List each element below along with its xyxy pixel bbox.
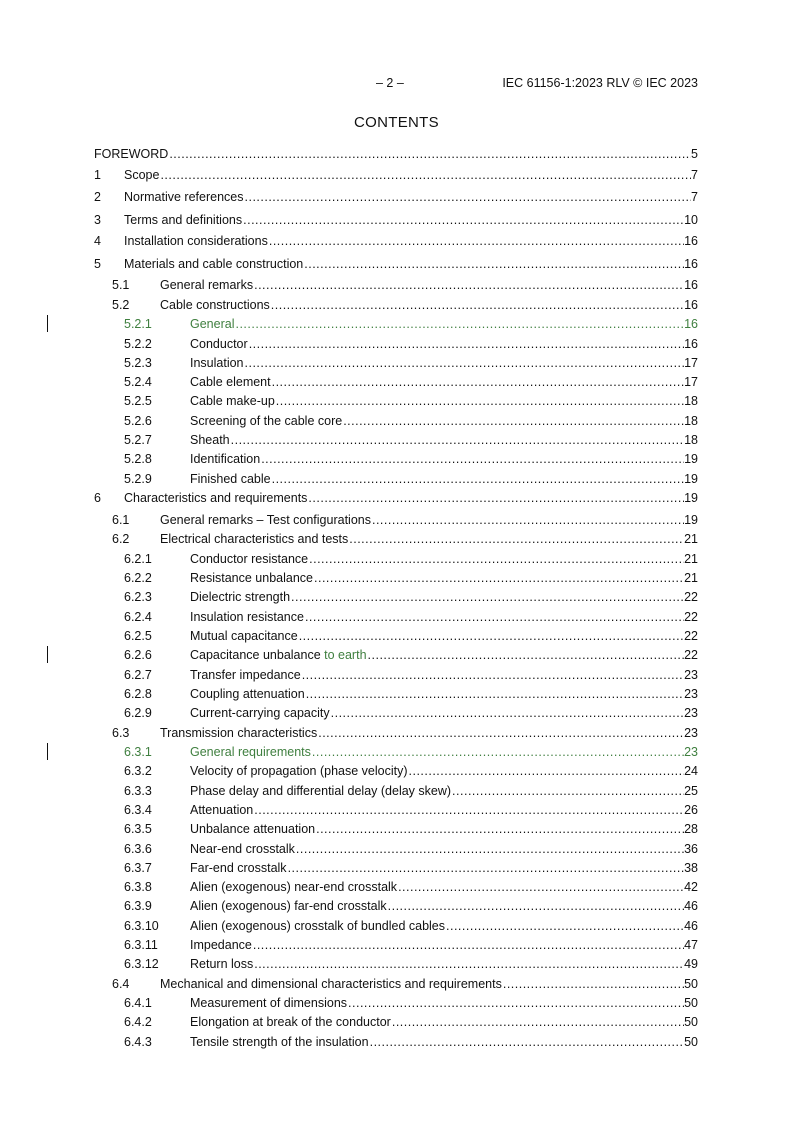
toc-leader-dots (254, 956, 684, 972)
toc-entry-title (190, 821, 316, 837)
toc-entry-inserted-text: to earth (320, 648, 367, 662)
toc-entry-title-text: General (190, 317, 235, 331)
toc-entry[interactable] (94, 212, 698, 228)
toc-entry-title (190, 686, 306, 702)
toc-entry-number: 6.2.2 (124, 571, 152, 585)
toc-leader-dots (370, 1034, 685, 1050)
toc-entry-title-text: Cable make-up (190, 394, 275, 408)
toc-entry[interactable] (94, 393, 698, 409)
toc-entry-title-text: Terms and definitions (124, 213, 243, 227)
toc-entry-number: 6.3.12 (124, 957, 159, 971)
toc-entry[interactable] (94, 647, 698, 663)
toc-entry-page: 21 (684, 552, 698, 566)
toc-entry-title (190, 628, 299, 644)
toc-entry-page: 19 (684, 452, 698, 466)
toc-entry-page: 22 (684, 648, 698, 662)
toc-leader-dots (160, 167, 691, 183)
toc-entry-title-text: Velocity of propagation (phase velocity) (190, 764, 408, 778)
toc-entry-title-text: General remarks (160, 278, 254, 292)
toc-entry-title-text: Characteristics and requirements (124, 491, 308, 505)
toc-entry-title-text: Alien (exogenous) near-end crosstalk (190, 880, 398, 894)
toc-entry[interactable] (94, 589, 698, 605)
toc-entry-title-text: Resistance unbalance (190, 571, 313, 585)
toc-entry-title (160, 531, 349, 547)
toc-leader-dots (269, 233, 684, 249)
toc-entry-page: 16 (684, 234, 698, 248)
toc-entry-number: 6.4.1 (124, 996, 152, 1010)
toc-entry-number: 6.3.8 (124, 880, 152, 894)
toc-entry-title (160, 725, 318, 741)
toc-entry[interactable] (94, 233, 698, 249)
toc-leader-dots (503, 976, 684, 992)
toc-entry[interactable] (94, 531, 698, 547)
toc-entry-title-text: Sheath (190, 433, 230, 447)
toc-entry-title-text: Current-carrying capacity (190, 706, 330, 720)
toc-entry-title-text: Measurement of dimensions (190, 996, 348, 1010)
toc-entry[interactable] (94, 628, 698, 644)
toc-entry-page: 22 (684, 629, 698, 643)
toc-entry-number: 5.2.5 (124, 394, 152, 408)
toc-entry-number: 5.2.9 (124, 472, 152, 486)
toc-entry-title (190, 841, 296, 857)
toc-entry-number: 5.2.8 (124, 452, 152, 466)
toc-entry-title (190, 551, 309, 567)
toc-entry-title-text: Transfer impedance (190, 668, 301, 682)
toc-entry-title-text: Alien (exogenous) far-end crosstalk (190, 899, 387, 913)
toc-entry-title (124, 490, 308, 506)
toc-entry-page: 25 (684, 784, 698, 798)
toc-entry-title (190, 609, 305, 625)
toc-entry-page: 23 (684, 745, 698, 759)
toc-entry-page: 22 (684, 610, 698, 624)
toc-entry-title-text: Attenuation (190, 803, 254, 817)
toc-entry[interactable] (94, 490, 698, 506)
toc-entry-page: 46 (684, 919, 698, 933)
toc-entry-title (124, 233, 269, 249)
toc-entry-title (190, 705, 331, 721)
toc-entry-title (190, 918, 446, 934)
toc-entry-number: 6.2.7 (124, 668, 152, 682)
toc-entry-number: 6.3.2 (124, 764, 152, 778)
toc-entry[interactable] (94, 551, 698, 567)
toc-entry-title (190, 956, 254, 972)
toc-leader-dots (309, 551, 684, 567)
toc-entry[interactable] (94, 336, 698, 352)
toc-entry-page: 16 (684, 337, 698, 351)
toc-entry[interactable] (94, 432, 698, 448)
toc-entry-page: 7 (691, 168, 698, 182)
toc-entry-title (190, 374, 272, 390)
contents-title: CONTENTS (354, 114, 439, 131)
toc-entry-title-text: Screening of the cable core (190, 414, 343, 428)
toc-entry-number: 6.3.3 (124, 784, 152, 798)
toc-entry-number: 5.2.3 (124, 356, 152, 370)
toc-entry-title-text: Conductor (190, 337, 248, 351)
toc-entry-title (190, 647, 368, 663)
toc-entry-title-text: Mutual capacitance (190, 629, 298, 643)
toc-leader-dots (299, 628, 684, 644)
toc-entry-title-text: Phase delay and differential delay (delay skew) (190, 784, 452, 798)
toc-entry-title-text: Mechanical and dimensional characteristics and requirements (160, 977, 502, 991)
toc-entry-title (190, 570, 314, 586)
toc-entry[interactable] (94, 413, 698, 429)
toc-entry-title-text: Alien (exogenous) crosstalk of bundled cables (190, 919, 446, 933)
toc-entry-number: 6.4 (112, 977, 130, 991)
toc-entry-page: 38 (684, 861, 698, 875)
toc-entry-title (160, 297, 271, 313)
toc-entry-number: 5.2 (112, 298, 130, 312)
toc-leader-dots (446, 918, 684, 934)
toc-entry-page: 22 (684, 590, 698, 604)
toc-leader-dots (245, 189, 692, 205)
toc-entry[interactable] (94, 355, 698, 371)
toc-entry-title (190, 879, 398, 895)
toc-entry-title (190, 336, 249, 352)
toc-entry-title (190, 1014, 392, 1030)
revision-change-bar (47, 315, 48, 332)
toc-entry-number: 4 (94, 234, 101, 248)
toc-entry-number: 6.3.10 (124, 919, 159, 933)
toc-entry-number: 6.3 (112, 726, 130, 740)
toc-entry-title (160, 976, 503, 992)
toc-entry-title (190, 432, 231, 448)
toc-entry-number: 6.3.5 (124, 822, 152, 836)
toc-entry-number: 6.2.5 (124, 629, 152, 643)
toc-entry-title (94, 146, 169, 162)
toc-entry-title-text: General remarks – Test configurations (160, 513, 371, 527)
toc-leader-dots (261, 451, 684, 467)
toc-entry-number: 6.3.1 (124, 745, 152, 759)
toc-entry-page: 16 (684, 278, 698, 292)
toc-entry-title-text: Materials and cable construction (124, 257, 304, 271)
toc-entry[interactable] (94, 879, 698, 895)
toc-entry-page: 7 (691, 190, 698, 204)
revision-change-bar (47, 646, 48, 663)
toc-entry[interactable] (94, 316, 698, 332)
toc-entry-page: 16 (684, 298, 698, 312)
toc-entry[interactable] (94, 802, 698, 818)
page-number: – 2 – (376, 76, 404, 90)
toc-entry-number: 1 (94, 168, 101, 182)
toc-entry[interactable] (94, 898, 698, 914)
toc-entry[interactable] (94, 471, 698, 487)
toc-entry-title (190, 898, 388, 914)
toc-entry-page: 50 (684, 1015, 698, 1029)
toc-entry-title-text: Finished cable (190, 472, 271, 486)
toc-entry-number: 5 (94, 257, 101, 271)
toc-entry[interactable] (94, 1014, 698, 1030)
toc-entry-number: 5.2.4 (124, 375, 152, 389)
toc-leader-dots (304, 256, 684, 272)
toc-entry-number: 6.1 (112, 513, 130, 527)
toc-entry-title-text: Elongation at break of the conductor (190, 1015, 391, 1029)
toc-entry-page: 23 (684, 668, 698, 682)
toc-leader-dots (243, 212, 684, 228)
toc-entry[interactable] (94, 918, 698, 934)
toc-entry-title (190, 763, 409, 779)
toc-leader-dots (254, 802, 684, 818)
toc-entry[interactable] (94, 783, 698, 799)
toc-entry-title (190, 1034, 370, 1050)
toc-entry-title (190, 471, 272, 487)
toc-leader-dots (452, 783, 684, 799)
toc-entry[interactable] (94, 860, 698, 876)
toc-entry-number: 6 (94, 491, 101, 505)
toc-entry[interactable] (94, 995, 698, 1011)
toc-entry-title-text: Normative references (124, 190, 244, 204)
toc-leader-dots (306, 686, 684, 702)
toc-entry[interactable] (94, 976, 698, 992)
standard-reference: IEC 61156-1:2023 RLV © IEC 2023 (502, 76, 698, 90)
toc-entry-title (190, 783, 452, 799)
toc-entry[interactable] (94, 705, 698, 721)
toc-entry-page: 10 (684, 213, 698, 227)
toc-entry-number: 6.2.9 (124, 706, 152, 720)
toc-entry-title-text: Conductor resistance (190, 552, 309, 566)
toc-entry-page: 50 (684, 977, 698, 991)
toc-entry[interactable] (94, 570, 698, 586)
toc-entry-title (190, 355, 245, 371)
toc-leader-dots (409, 763, 685, 779)
toc-entry[interactable] (94, 937, 698, 953)
toc-leader-dots (253, 937, 684, 953)
toc-entry-page: 23 (684, 687, 698, 701)
toc-leader-dots (302, 667, 684, 683)
toc-leader-dots (291, 589, 684, 605)
toc-leader-dots (314, 570, 684, 586)
toc-entry[interactable] (94, 277, 698, 293)
toc-entry-number: 6.3.9 (124, 899, 152, 913)
toc-entry[interactable] (94, 609, 698, 625)
toc-entry[interactable] (94, 189, 698, 205)
toc-leader-dots (235, 316, 684, 332)
toc-leader-dots (249, 336, 684, 352)
toc-entry[interactable] (94, 1034, 698, 1050)
toc-entry[interactable] (94, 512, 698, 528)
toc-leader-dots (348, 995, 684, 1011)
toc-entry-page: 17 (684, 356, 698, 370)
toc-entry-number: 5.2.2 (124, 337, 152, 351)
toc-entry-page: 23 (684, 706, 698, 720)
toc-entry-page: 16 (684, 317, 698, 331)
toc-leader-dots (231, 432, 684, 448)
toc-entry-number: 6.2.3 (124, 590, 152, 604)
toc-entry-number: 2 (94, 190, 101, 204)
toc-entry[interactable] (94, 374, 698, 390)
toc-entry[interactable] (94, 667, 698, 683)
toc-leader-dots (331, 705, 684, 721)
toc-entry[interactable] (94, 297, 698, 313)
toc-entry-page: 42 (684, 880, 698, 894)
toc-leader-dots (254, 277, 684, 293)
toc-entry-title-text: FOREWORD (94, 147, 169, 161)
toc-entry-page: 21 (684, 571, 698, 585)
toc-entry-number: 6.3.11 (124, 938, 158, 952)
toc-entry-number: 6.3.4 (124, 803, 152, 817)
toc-entry-number: 6.2.6 (124, 648, 152, 662)
toc-leader-dots (372, 512, 684, 528)
toc-entry-title (190, 393, 276, 409)
toc-entry[interactable] (94, 821, 698, 837)
toc-entry-title-text: Far-end crosstalk (190, 861, 287, 875)
toc-leader-dots (349, 531, 684, 547)
toc-entry-title (124, 167, 160, 183)
toc-leader-dots (398, 879, 684, 895)
toc-entry-title (190, 589, 291, 605)
toc-entry-title-text: Coupling attenuation (190, 687, 305, 701)
toc-entry-page: 18 (684, 394, 698, 408)
toc-entry-title-text: Transmission characteristics (160, 726, 318, 740)
toc-entry-page: 19 (684, 491, 698, 505)
toc-entry-page: 26 (684, 803, 698, 817)
toc-entry-page: 50 (684, 1035, 698, 1049)
page-header (0, 76, 793, 92)
toc-entry-number: 5.2.7 (124, 433, 152, 447)
toc-leader-dots (288, 860, 685, 876)
toc-entry-page: 36 (684, 842, 698, 856)
toc-entry[interactable] (94, 956, 698, 972)
toc-entry-title-text: Cable constructions (160, 298, 270, 312)
toc-entry[interactable] (94, 146, 698, 162)
toc-entry-title-text: General requirements (190, 745, 311, 759)
revision-change-bar (47, 743, 48, 760)
toc-leader-dots (343, 413, 684, 429)
toc-leader-dots (271, 297, 684, 313)
toc-leader-dots (169, 146, 691, 162)
toc-entry-page: 21 (684, 532, 698, 546)
toc-entry-title-text: Cable element (190, 375, 271, 389)
toc-entry-title (190, 802, 254, 818)
toc-entry-title (124, 212, 243, 228)
toc-entry-page: 18 (684, 414, 698, 428)
toc-entry[interactable] (94, 256, 698, 272)
toc-entry-title-text: Dielectric strength (190, 590, 291, 604)
toc-entry-title-text: Capacitance unbalance (190, 648, 321, 662)
toc-entry-title (160, 277, 254, 293)
toc-entry-page: 28 (684, 822, 698, 836)
toc-entry-page: 19 (684, 513, 698, 527)
toc-entry-page: 19 (684, 472, 698, 486)
toc-leader-dots (312, 744, 684, 760)
toc-entry-title (190, 667, 302, 683)
toc-entry-page: 17 (684, 375, 698, 389)
toc-entry[interactable] (94, 686, 698, 702)
toc-leader-dots (272, 374, 684, 390)
toc-entry-number: 5.2.1 (124, 317, 152, 331)
toc-leader-dots (368, 647, 685, 663)
toc-leader-dots (308, 490, 684, 506)
toc-entry-title (190, 995, 348, 1011)
toc-entry-number: 6.4.2 (124, 1015, 152, 1029)
toc-entry-number: 5.1 (112, 278, 130, 292)
toc-entry-title (190, 316, 235, 332)
toc-leader-dots (272, 471, 684, 487)
toc-entry[interactable] (94, 167, 698, 183)
toc-entry-title (190, 451, 261, 467)
toc-entry[interactable] (94, 725, 698, 741)
toc-entry-title (190, 413, 343, 429)
toc-entry[interactable] (94, 451, 698, 467)
toc-entry-page: 23 (684, 726, 698, 740)
toc-entry-title-text: Tensile strength of the insulation (190, 1035, 369, 1049)
toc-entry[interactable] (94, 841, 698, 857)
toc-entry-title-text: Insulation resistance (190, 610, 304, 624)
toc-leader-dots (388, 898, 684, 914)
toc-entry-title-text: Unbalance attenuation (190, 822, 316, 836)
toc-leader-dots (392, 1014, 684, 1030)
toc-leader-dots (276, 393, 684, 409)
toc-entry-page: 16 (684, 257, 698, 271)
toc-entry-page: 18 (684, 433, 698, 447)
toc-entry-title (190, 860, 288, 876)
toc-entry-title-text: Return loss (190, 957, 254, 971)
toc-entry-title-text: Installation considerations (124, 234, 268, 248)
toc-leader-dots (316, 821, 684, 837)
toc-entry-number: 6.2.1 (124, 552, 152, 566)
toc-entry-title (160, 512, 372, 528)
toc-entry-number: 6.2.8 (124, 687, 152, 701)
toc-entry-number: 6.3.6 (124, 842, 152, 856)
toc-entry-number: 6.2.4 (124, 610, 152, 624)
toc-leader-dots (305, 609, 684, 625)
toc-entry-title-text: Identification (190, 452, 261, 466)
toc-entry-number: 6.2 (112, 532, 130, 546)
toc-entry-title (124, 189, 245, 205)
toc-entry-title (190, 937, 253, 953)
toc-entry-page: 24 (684, 764, 698, 778)
toc-entry-page: 46 (684, 899, 698, 913)
toc-entry-title-text: Near-end crosstalk (190, 842, 295, 856)
toc-entry-title (190, 744, 312, 760)
toc-entry-title (124, 256, 304, 272)
toc-entry-page: 49 (684, 957, 698, 971)
toc-entry[interactable] (94, 744, 698, 760)
toc-entry-page: 47 (684, 938, 698, 952)
toc-leader-dots (296, 841, 684, 857)
toc-entry-page: 50 (684, 996, 698, 1010)
toc-entry-title-text: Insulation (190, 356, 244, 370)
toc-entry-number: 3 (94, 213, 101, 227)
toc-leader-dots (245, 355, 685, 371)
toc-entry-title-text: Impedance (190, 938, 252, 952)
toc-entry-number: 6.4.3 (124, 1035, 152, 1049)
toc-entry-title-text: Scope (124, 168, 160, 182)
toc-entry-number: 6.3.7 (124, 861, 152, 875)
toc-entry-title-text: Electrical characteristics and tests (160, 532, 349, 546)
toc-entry[interactable] (94, 763, 698, 779)
toc-entry-page: 5 (691, 147, 698, 161)
toc-leader-dots (318, 725, 684, 741)
toc-entry-number: 5.2.6 (124, 414, 152, 428)
